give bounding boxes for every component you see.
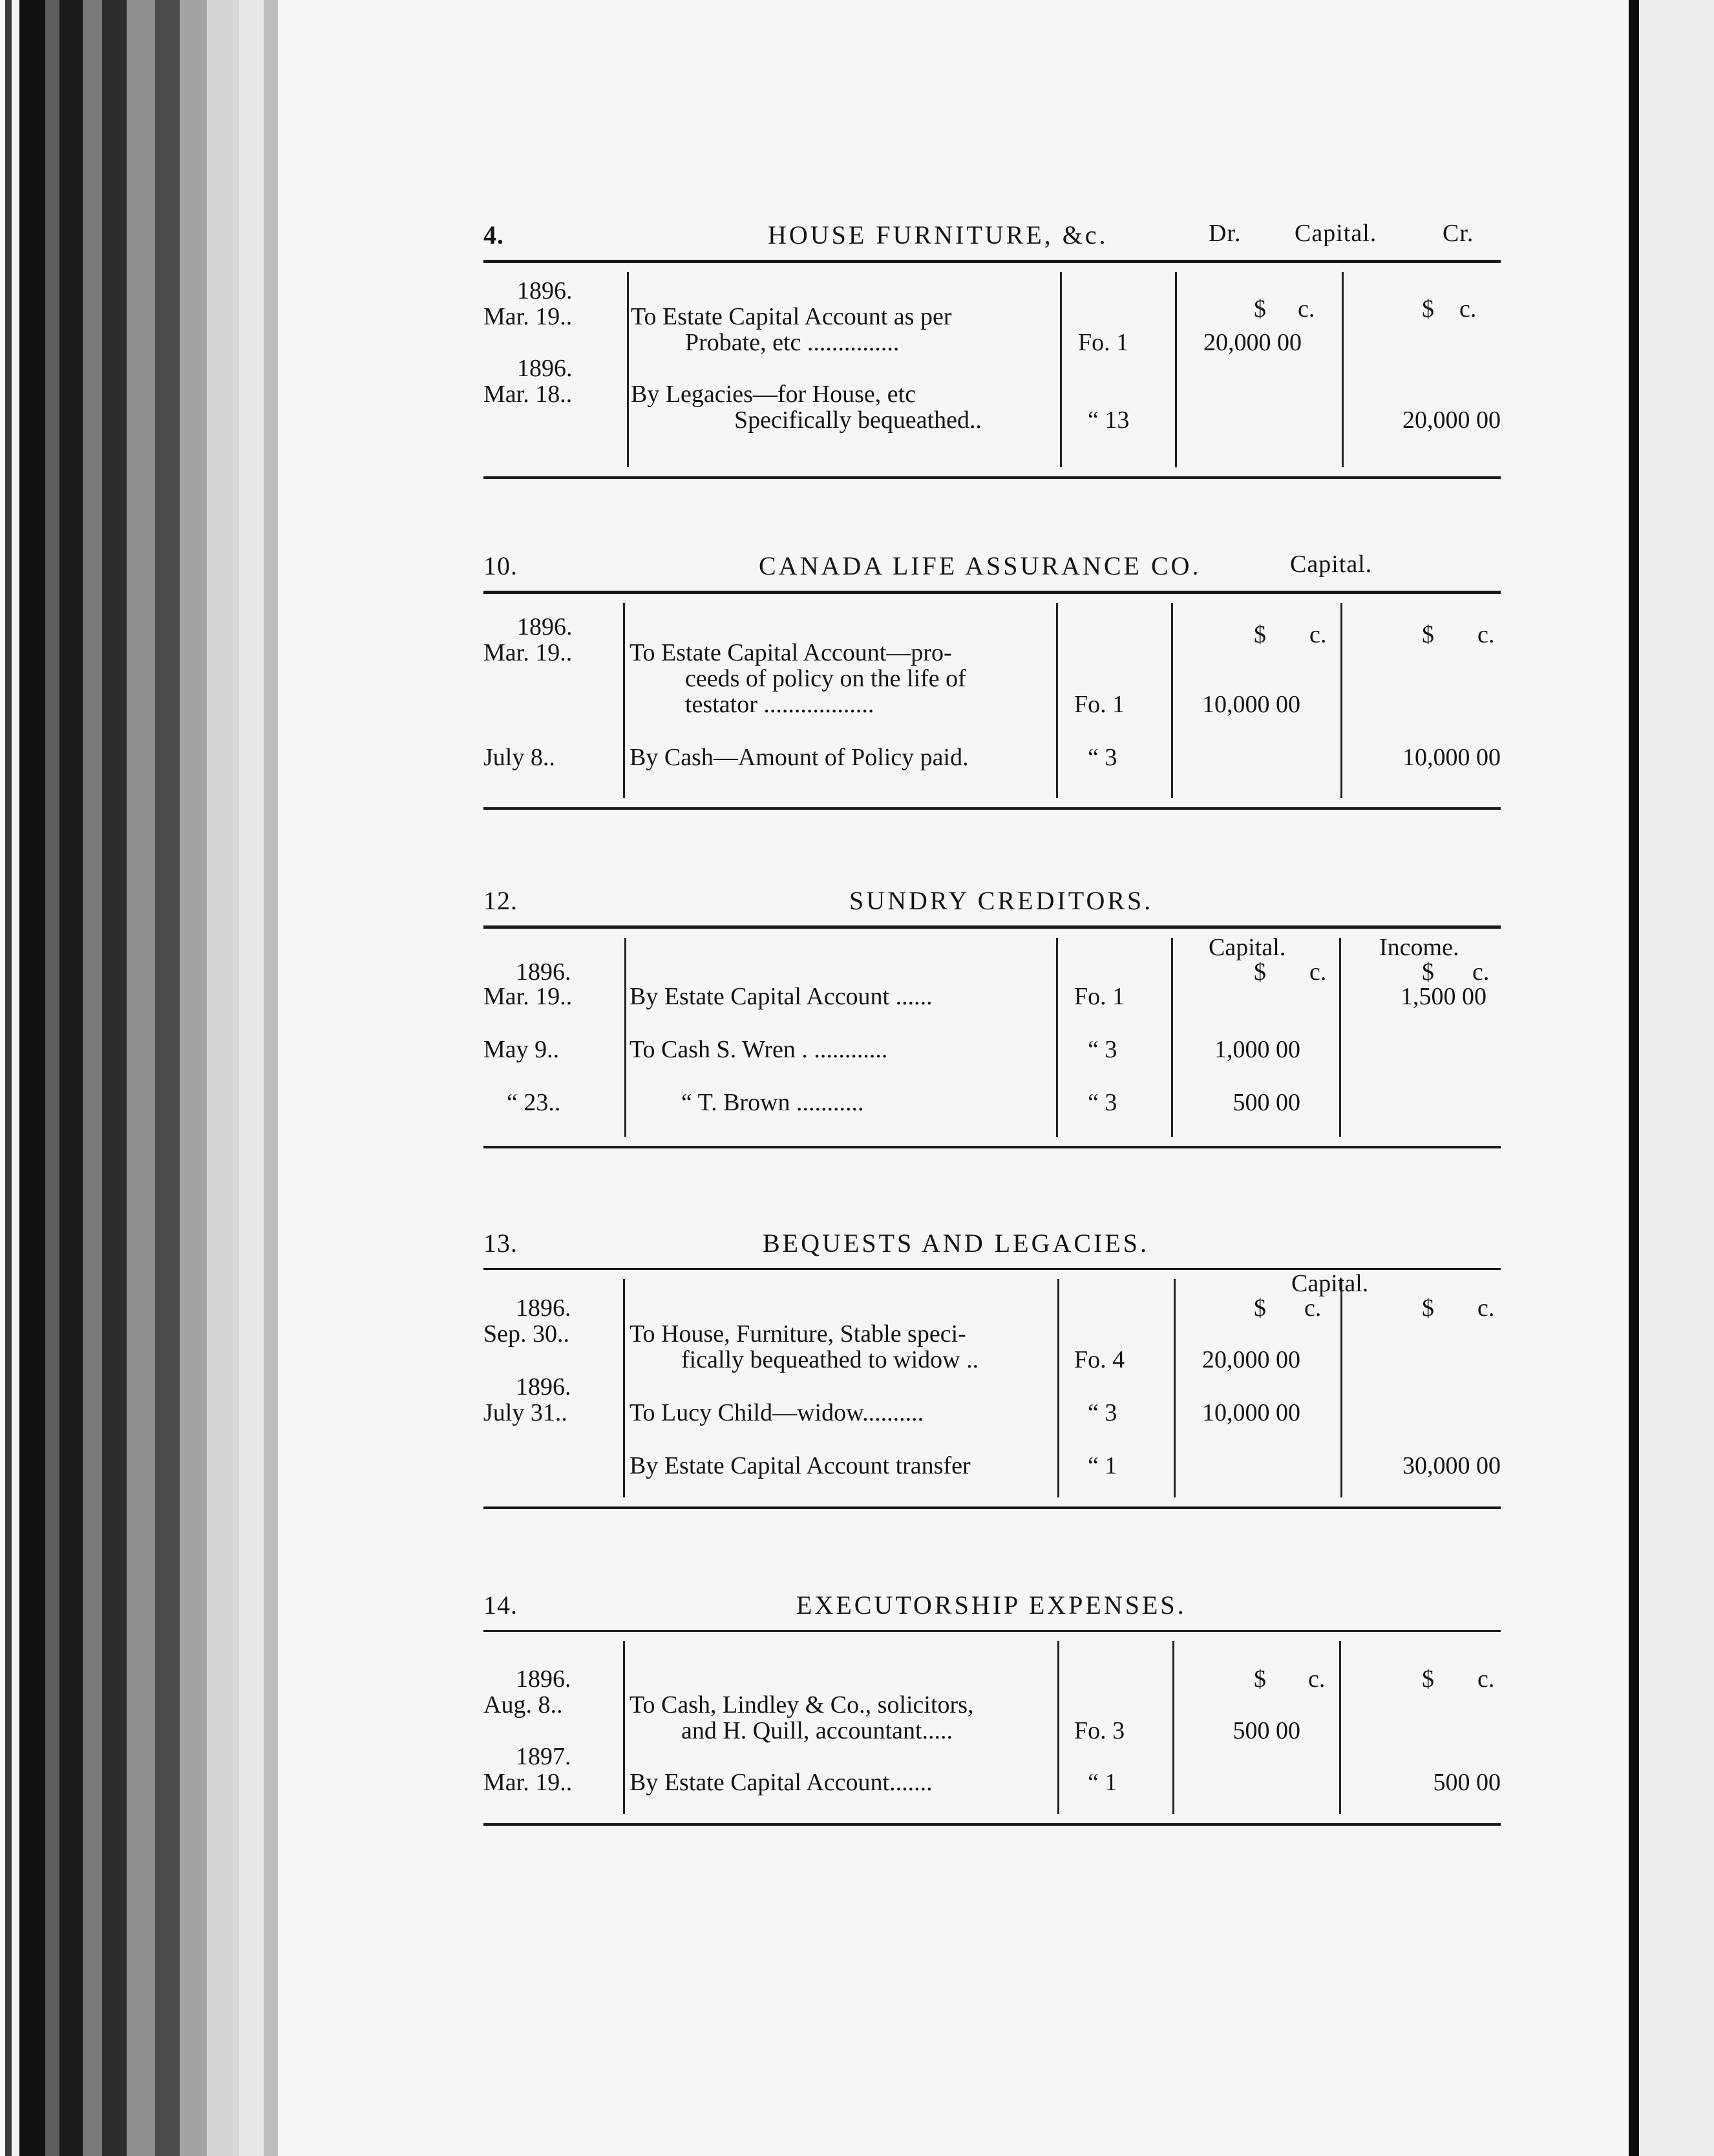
entry-date: “ 23.. (507, 1089, 561, 1116)
column-divider (623, 603, 625, 798)
ledger-table (483, 594, 1501, 807)
entry-description: To House, Furniture, Stable speci- (630, 1320, 966, 1348)
entry-date: July 31.. (483, 1399, 567, 1426)
entry-date: Mar. 18.. (483, 381, 573, 408)
column-divider (1057, 1641, 1059, 1814)
entry-credit-amount: 30,000 00 (1402, 1452, 1501, 1479)
dr-dollar-label: $ (1254, 1665, 1266, 1693)
entry-year: 1896. (516, 958, 571, 986)
cr-dollar-label: $ (1422, 1665, 1434, 1693)
entry-year: 1896. (516, 1295, 571, 1322)
dr-cents-label: c. (1309, 958, 1327, 986)
entry-description-cont: fically bequeathed to widow .. (681, 1346, 979, 1373)
entry-year: 1896. (517, 355, 573, 382)
entry-description: “ T. Brown ........... (681, 1089, 864, 1116)
ledger-table (483, 263, 1501, 476)
income-column-heading: Income. (1379, 934, 1459, 961)
section-title: CANADA LIFE ASSURANCE CO. (759, 551, 1201, 580)
entry-date: Mar. 19.. (483, 1769, 573, 1796)
ledger-section-canada-life (483, 551, 1501, 810)
entry-debit-amount: 10,000 00 (1202, 691, 1300, 718)
entry-description-cont: Specifically bequeathed.. (734, 407, 982, 434)
entry-folio: “ 3 (1088, 1089, 1117, 1116)
ledger-table (483, 1632, 1501, 1823)
entry-credit-amount: 500 00 (1433, 1769, 1501, 1796)
column-divider (1340, 1279, 1342, 1497)
entry-debit-amount: 10,000 00 (1202, 1399, 1300, 1426)
entry-date: July 8.. (483, 744, 555, 771)
entry-credit-amount: 20,000 00 (1402, 407, 1501, 434)
entry-date: Mar. 19.. (483, 639, 573, 666)
entry-folio: “ 3 (1088, 1399, 1117, 1426)
section-title: SUNDRY CREDITORS. (849, 886, 1154, 915)
ledger-section-executorship-expenses (483, 1590, 1501, 1826)
entry-description: By Estate Capital Account....... (630, 1769, 933, 1796)
entry-year: 1896. (517, 613, 573, 640)
entry-folio: Fo. 1 (1078, 329, 1129, 356)
entry-debit-amount: 20,000 00 (1202, 1346, 1300, 1373)
entry-folio: “ 3 (1088, 1036, 1117, 1063)
column-divider (1175, 272, 1177, 467)
dr-dollar-label: $ (1254, 958, 1266, 986)
section-title: EXECUTORSHIP EXPENSES. (796, 1591, 1187, 1620)
dr-cents-label: c. (1308, 1665, 1326, 1693)
column-divider (1057, 1279, 1059, 1497)
entry-description-cont: testator .................. (685, 691, 874, 718)
entry-year: 1897. (516, 1743, 571, 1770)
entry-date: Mar. 19.. (483, 983, 573, 1010)
cr-dollar-label: $ (1422, 295, 1434, 322)
column-divider (1339, 938, 1341, 1137)
entry-folio: “ 1 (1088, 1452, 1117, 1479)
section-number: 4. (483, 220, 504, 249)
section-header (483, 1228, 1501, 1264)
section-number: 13. (483, 1229, 518, 1258)
section-header (483, 220, 1501, 256)
column-divider (1056, 603, 1058, 798)
column-divider (1174, 1279, 1176, 1497)
column-divider (1171, 603, 1173, 798)
section-title: BEQUESTS AND LEGACIES. (763, 1229, 1150, 1258)
entry-folio: “ 3 (1088, 744, 1117, 771)
cr-cents-label: c. (1459, 295, 1477, 322)
entry-description: By Cash—Amount of Policy paid. (630, 744, 969, 771)
facing-page-edge (1639, 0, 1714, 2156)
section-number: 14. (483, 1591, 518, 1620)
entry-description-cont: ceeds of policy on the life of (685, 665, 966, 692)
entry-folio: Fo. 1 (1074, 691, 1125, 718)
section-title: HOUSE FURNITURE, &c. (768, 220, 1108, 249)
section-bottom-rule (483, 1146, 1501, 1148)
capital-column-heading: Capital. (1209, 934, 1286, 961)
entry-date: Mar. 19.. (483, 303, 573, 330)
entry-date: Sep. 30.. (483, 1320, 569, 1348)
section-header (483, 551, 1501, 587)
entry-debit-amount: 20,000 00 (1203, 329, 1302, 356)
column-divider (1171, 938, 1173, 1137)
section-header (483, 1590, 1501, 1626)
entry-folio: Fo. 1 (1074, 983, 1125, 1010)
entry-description: To Cash, Lindley & Co., solicitors, (630, 1691, 974, 1718)
cr-dollar-label: $ (1422, 958, 1434, 986)
header-dr-label: Dr. (1209, 220, 1242, 247)
header-capital-label: Capital. (1295, 220, 1377, 247)
cr-cents-label: c. (1477, 1295, 1495, 1322)
column-divider (1340, 603, 1342, 798)
section-bottom-rule (483, 1506, 1501, 1509)
section-bottom-rule (483, 1823, 1501, 1826)
entry-year: 1896. (516, 1665, 571, 1693)
ledger-table (483, 929, 1501, 1146)
cr-dollar-label: $ (1422, 621, 1434, 648)
page-edge-dark (1629, 0, 1639, 2156)
entry-description: To Cash S. Wren . ............ (630, 1036, 888, 1063)
entry-description: By Estate Capital Account ...... (630, 983, 933, 1010)
ledger-section-sundry-creditors (483, 885, 1501, 1148)
entry-debit-amount: 500 00 (1233, 1089, 1300, 1116)
header-capital-label: Capital. (1290, 551, 1373, 578)
column-divider (1172, 1641, 1174, 1814)
column-divider (1056, 938, 1058, 1137)
entry-folio: Fo. 3 (1074, 1717, 1125, 1744)
section-header (483, 885, 1501, 922)
cr-dollar-label: $ (1422, 1295, 1434, 1322)
dr-cents-label: c. (1298, 295, 1315, 322)
column-divider (1342, 272, 1344, 467)
entry-date: Aug. 8.. (483, 1691, 563, 1718)
cr-cents-label: c. (1472, 958, 1490, 986)
entry-credit-amount: 10,000 00 (1402, 744, 1501, 771)
entry-description: By Estate Capital Account transfer (630, 1452, 971, 1479)
entry-description: By Legacies—for House, etc (631, 381, 916, 408)
cr-cents-label: c. (1477, 1665, 1495, 1693)
entry-folio: “ 1 (1088, 1769, 1117, 1796)
entry-description: To Estate Capital Account—pro- (630, 639, 952, 666)
cr-cents-label: c. (1477, 621, 1495, 648)
entry-description: To Lucy Child—widow.......... (630, 1399, 924, 1426)
entry-credit-amount: 1,500 00 (1401, 983, 1487, 1010)
dr-dollar-label: $ (1254, 1295, 1266, 1322)
dr-dollar-label: $ (1254, 621, 1266, 648)
entry-year: 1896. (516, 1373, 571, 1400)
section-number: 10. (483, 551, 518, 580)
entry-debit-amount: 500 00 (1233, 1717, 1300, 1744)
dr-cents-label: c. (1304, 1295, 1322, 1322)
dr-cents-label: c. (1309, 621, 1327, 648)
ledger-section-house-furniture (483, 220, 1501, 479)
entry-folio: “ 13 (1088, 407, 1130, 434)
entry-year: 1896. (517, 277, 573, 304)
column-divider (1060, 272, 1062, 467)
book-gutter (0, 0, 278, 2156)
column-divider (624, 938, 626, 1137)
section-bottom-rule (483, 476, 1501, 479)
section-number: 12. (483, 886, 518, 915)
entry-debit-amount: 1,000 00 (1214, 1036, 1300, 1063)
entry-date: May 9.. (483, 1036, 560, 1063)
entry-description-cont: Probate, etc ............... (685, 329, 900, 356)
capital-column-heading: Capital. (1291, 1270, 1369, 1297)
entry-folio: Fo. 4 (1074, 1346, 1125, 1373)
section-bottom-rule (483, 807, 1501, 810)
column-divider (623, 1641, 625, 1814)
column-divider (623, 1279, 625, 1497)
column-divider (1339, 1641, 1341, 1814)
dr-dollar-label: $ (1254, 295, 1266, 322)
entry-description-cont: and H. Quill, accountant..... (681, 1717, 953, 1744)
ledger-section-bequests-legacies (483, 1228, 1501, 1509)
ledger-table (483, 1270, 1501, 1506)
column-divider (627, 272, 629, 467)
entry-description: To Estate Capital Account as per (631, 303, 952, 330)
header-cr-label: Cr. (1443, 220, 1474, 247)
